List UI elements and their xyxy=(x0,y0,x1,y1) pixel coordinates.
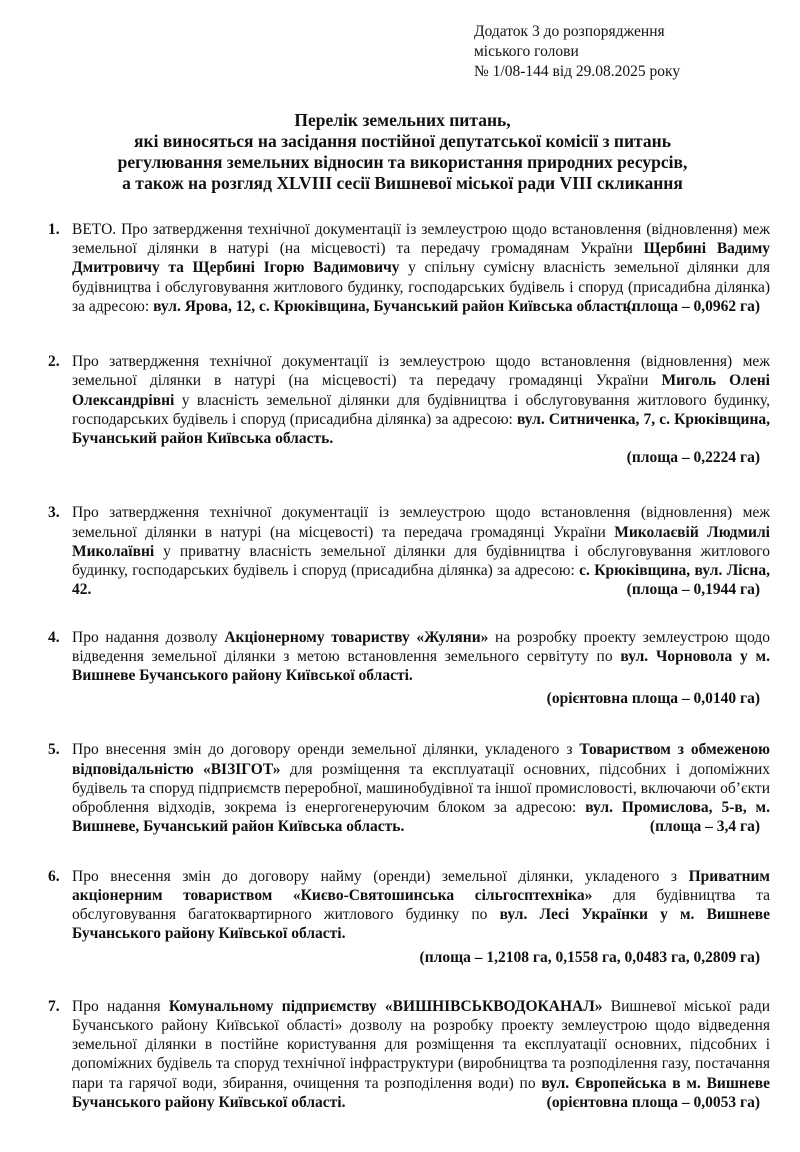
annex-header xyxy=(474,22,774,82)
list-item-6 xyxy=(40,867,770,967)
list-item-7 xyxy=(40,997,770,1112)
item-area: (орієнтовна площа – 0,0053 га) xyxy=(546,1093,760,1111)
item-text: Про надання дозволу Акціонерному товариству «Жуляни» на розробку проекту землеустрою щодо відведення земельної ділянки з метою встановлення земельного сервітуту по вул. Чорновола у м. Вишневе Бучанського району Київської області. xyxy=(72,628,771,685)
item-number: 5. xyxy=(48,741,60,759)
land-issues-list xyxy=(40,220,770,1112)
item-text: Про внесення змін до договору оренди земельної ділянки, укладеного з Товариством з обмеженою відповідальністю «ВІЗІГОТ» для розміщення та експлуатації основних, підсобних і допоміжних будівель та споруд підприємств переробної, машинобудівної та іншої промисловості, включаючи об’єкти оброблення відходів, зокрема із енергогенеруючим блоком за адресою: вул. Промислова, 5-в, м. Вишневе, Бучанський район Київська область. xyxy=(72,741,770,836)
list-item-5 xyxy=(40,740,770,836)
item-number: 7. xyxy=(48,997,60,1015)
item-number: 3. xyxy=(48,504,60,522)
item-area: (площа – 1,2108 га, 0,1558 га, 0,0483 га, 0,2809 га) xyxy=(419,948,760,966)
item-area: (площа – 3,4 га) xyxy=(649,818,760,836)
item-text: Про затвердження технічної документації із землеустрою щодо встановлення (відновлення) меж земельної ділянки в натурі (на місцевості) та передача громадянці України Миколаєвій Людмилі Миколаївні у приватну власність земельної ділянки для будівництва і обслуговування житлового будинку, господарських будівель і споруд (присадибна ділянка) за адресою: с. Крюківщина, вул. Лісна, 42. xyxy=(72,504,770,599)
list-item-2 xyxy=(40,352,770,467)
list-item-3 xyxy=(40,503,770,599)
list-item-4 xyxy=(40,628,770,709)
item-number: 4. xyxy=(48,628,60,646)
item-text: Про надання Комунальному підприємству «ВИШНІВСЬКВОДОКАНАЛ» Вишневої міської ради Бучанського району Київської області» дозволу на розробку проекту землеустрою щодо відведення земельної ділянки в постійне користування для розміщення та експлуатації основних, підсобних і допоміжних будівель та споруд технічної інфраструктури (виробництва та розподілення газу, постачання пари та гарячої води, збирання, очищення та розподілення води) по вул. Європейська в м. Вишневе Бучанського району Київської області. xyxy=(72,997,770,1111)
item-area: (площа – 0,0962 га) xyxy=(626,298,760,316)
item-area: (площа – 0,1944 га) xyxy=(626,581,760,599)
item-area: (площа – 0,2224 га) xyxy=(626,449,760,467)
title-line-1: Перелік земельних питань, xyxy=(294,110,511,130)
item-number: 2. xyxy=(48,353,60,371)
title-line-4: а також на розгляд XLVIII сесії Вишневої міської ради VIII скликання xyxy=(122,173,683,193)
item-number: 6. xyxy=(48,867,60,885)
annex-line-1: Додаток 3 до розпорядження xyxy=(474,23,665,40)
title-line-2: які виносяться на засідання постійної депутатської комісії з питань xyxy=(134,131,671,151)
item-text: Про затвердження технічної документації із землеустрою щодо встановлення (відновлення) меж земельної ділянки в натурі (на місцевості) та передачу громадянці України Миголь Олені Олександрівні у власність земельної ділянки для будівництва і обслуговування житлового будинку, господарських будівель і споруд (присадибна ділянка) за адресою: вул. Ситниченка, 7, с. Крюківщина, Бучанський район Київська область. xyxy=(72,353,771,448)
title-line-3: регулювання земельних відносин та використання природних ресурсів, xyxy=(117,152,688,172)
item-area: (орієнтовна площа – 0,0140 га) xyxy=(546,690,760,708)
item-text: ВЕТО. Про затвердження технічної документації із землеустрою щодо встановлення (відновлення) меж земельної ділянки в натурі (на місцевості) та передачу громадянам України Щербині Вадиму Дмитровичу та Щербині Ігорю Вадимовичу у спільну сумісну власність земельної ділянки для будівництва і обслуговування житлового будинку, господарських будівель і споруд (присадибна ділянка) за адресою: вул. Ярова, 12, с. Крюківщина, Бучанський район Київська область. xyxy=(72,221,771,315)
annex-line-3: № 1/08-144 від 29.08.2025 року xyxy=(474,63,681,80)
document-title xyxy=(40,110,765,194)
list-item-1 xyxy=(40,220,770,316)
item-text: Про внесення змін до договору найму (оренди) земельної ділянки, укладеного з Приватним акціонерним товариством «Києво-Святошинська сільгосптехніка» для будівництва та обслуговування багатоквартирного житлового будинку по вул. Лесі Українки у м. Вишневе Бучанського району Київської області. xyxy=(72,867,771,943)
item-number: 1. xyxy=(48,221,60,238)
annex-line-2: міського голови xyxy=(474,43,579,60)
